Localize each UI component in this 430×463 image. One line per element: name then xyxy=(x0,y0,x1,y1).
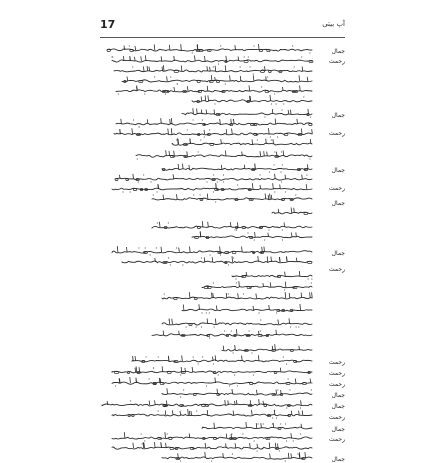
handwritten-line xyxy=(112,377,312,386)
page-number: 17 xyxy=(100,18,116,31)
handwritten-line xyxy=(172,138,312,145)
speaker-label: رحمت xyxy=(329,381,345,388)
speaker-label: رحمت xyxy=(329,359,345,366)
header-rule xyxy=(100,37,345,38)
handwritten-line xyxy=(115,174,312,183)
handwritten-line xyxy=(202,422,312,430)
handwritten-line xyxy=(112,366,312,375)
speaker-label: جمال xyxy=(331,250,345,257)
handwritten-line xyxy=(112,246,312,255)
handwritten-line xyxy=(152,221,312,230)
speaker-label: جمال xyxy=(331,392,345,399)
handwritten-line xyxy=(182,108,312,117)
speaker-label: رحمت xyxy=(329,185,345,192)
handwritten-line xyxy=(182,304,312,314)
handwritten-line xyxy=(162,292,312,300)
speaker-label: جمال xyxy=(331,456,345,463)
page-header xyxy=(100,18,345,38)
handwritten-line xyxy=(111,55,313,64)
speaker-label: رحمت xyxy=(329,58,345,65)
speaker-label: جمال xyxy=(331,403,345,410)
handwritten-line xyxy=(112,442,312,452)
speaker-label: جمال xyxy=(331,48,345,55)
speaker-label: رحمت xyxy=(329,414,345,421)
speaker-label: رحمت xyxy=(329,436,345,443)
handwritten-line xyxy=(112,409,312,418)
handwritten-line xyxy=(152,329,312,338)
handwritten-line xyxy=(116,85,312,94)
handwritten-line xyxy=(162,318,312,327)
speaker-label: جمال xyxy=(331,426,345,433)
speaker-label: رحمت xyxy=(329,130,345,137)
handwritten-line xyxy=(107,44,312,53)
speaker-label: رحمت xyxy=(329,370,345,377)
handwritten-text-lines xyxy=(100,40,345,420)
handwritten-line xyxy=(114,65,312,74)
handwritten-line xyxy=(152,193,312,202)
handwritten-line xyxy=(122,75,312,84)
speaker-label: رحمت xyxy=(329,266,345,273)
handwritten-line xyxy=(192,95,312,105)
handwritten-line xyxy=(162,452,312,462)
handwritten-line xyxy=(112,432,312,441)
handwritten-line xyxy=(114,128,312,137)
handwritten-line xyxy=(162,388,312,397)
handwritten-line xyxy=(192,231,312,240)
handwritten-line xyxy=(112,183,312,192)
handwritten-line xyxy=(122,256,312,265)
handwritten-line xyxy=(232,271,312,279)
handwritten-line xyxy=(162,163,312,172)
handwritten-line xyxy=(272,208,312,215)
handwritten-line xyxy=(116,118,312,127)
running-title: آپ بیتی xyxy=(322,20,345,28)
handwritten-script-body xyxy=(100,40,345,463)
handwritten-line xyxy=(102,399,312,408)
handwritten-line xyxy=(132,355,312,364)
speaker-label: جمال xyxy=(331,167,345,174)
handwritten-line xyxy=(202,281,312,290)
speaker-label: جمال xyxy=(331,112,345,119)
handwritten-line xyxy=(136,150,312,159)
speaker-label: جمال xyxy=(331,200,345,207)
handwritten-line xyxy=(222,344,312,353)
